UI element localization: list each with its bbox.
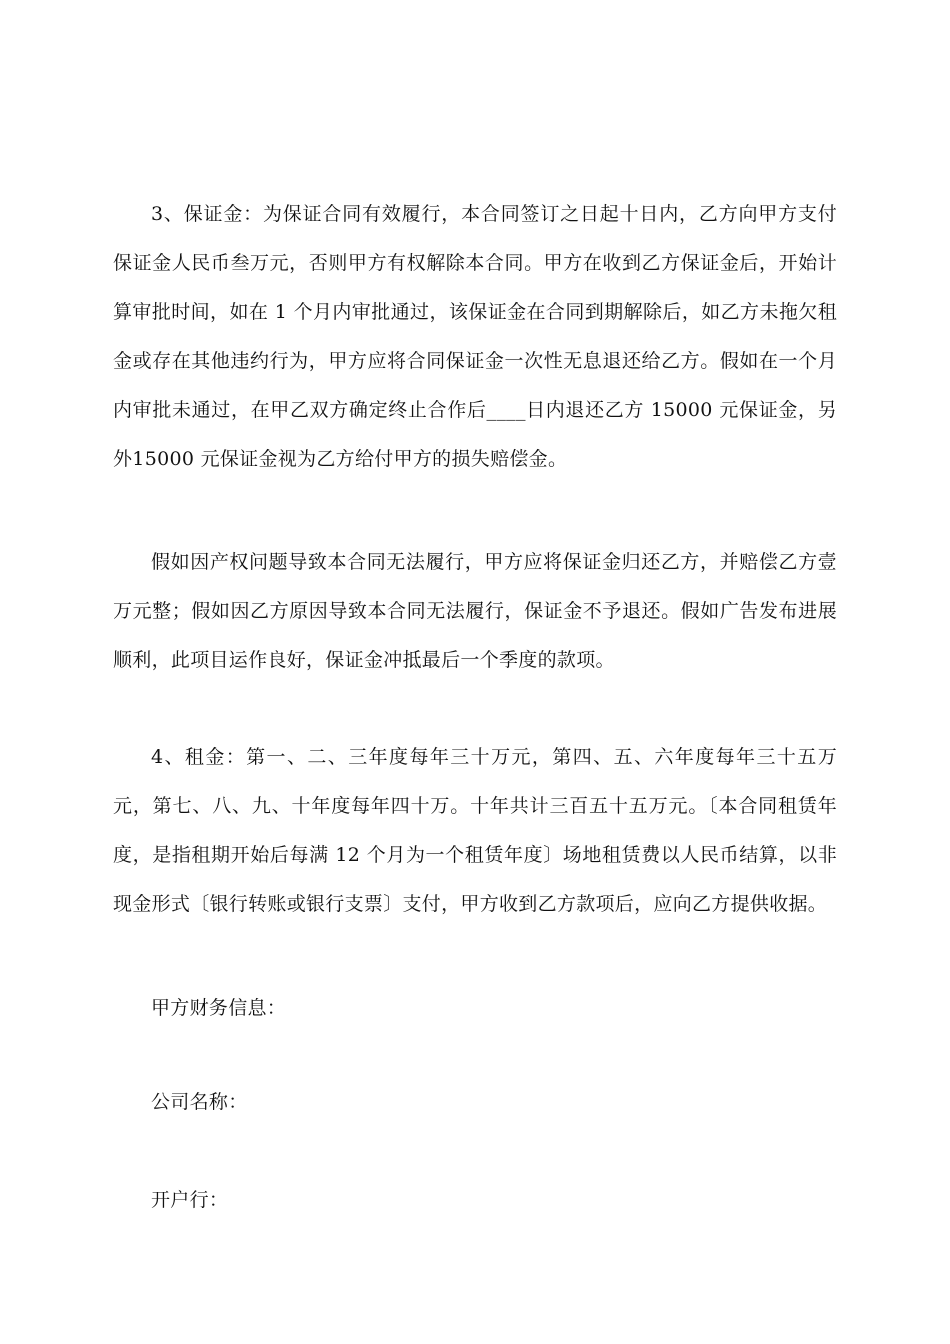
bank-label: 开户行： [151, 1189, 229, 1211]
clause-deposit-note: 假如因产权问题导致本合同无法履行，甲方应将保证金归还乙方，并赔偿乙方壹万元整；假如因乙方原因导致本合同无法履行，保证金不予退还。假如广告发布进展顺利，此项目运作良好，保证金冲抵最后一个季度的款项。 [113, 551, 837, 671]
company-name-label: 公司名称： [151, 1091, 248, 1113]
finance-heading: 甲方财务信息： [151, 997, 287, 1019]
clause-rent: 4、租金：第一、二、三年度每年三十万元，第四、五、六年度每年三十五万元，第七、八、九、十年度每年四十万。十年共计三百五十五万元。〔本合同租赁年度，是指租期开始后每满 12 个月为一个租赁年度〕场地租赁费以人民币结算，以非现金形式〔银行转账或银行支票〕支付，甲方收到乙方款项后，应向乙方提供收据。 [113, 746, 837, 915]
clause-deposit: 3、保证金：为保证合同有效履行，本合同签订之日起十日内，乙方向甲方支付保证金人民币叁万元，否则甲方有权解除本合同。甲方在收到乙方保证金后，开始计算审批时间，如在 1 个月内审批通过，该保证金在合同到期解除后，如乙方未拖欠租金或存在其他违约行为，甲方应将合同保证金一次性无息退还给乙方。假如在一个月内审批未通过，在甲乙双方确定终止合作后____日内退还乙方 15000 元保证金，另外15000 元保证金视为乙方给付甲方的损失赔偿金。 [113, 203, 837, 470]
